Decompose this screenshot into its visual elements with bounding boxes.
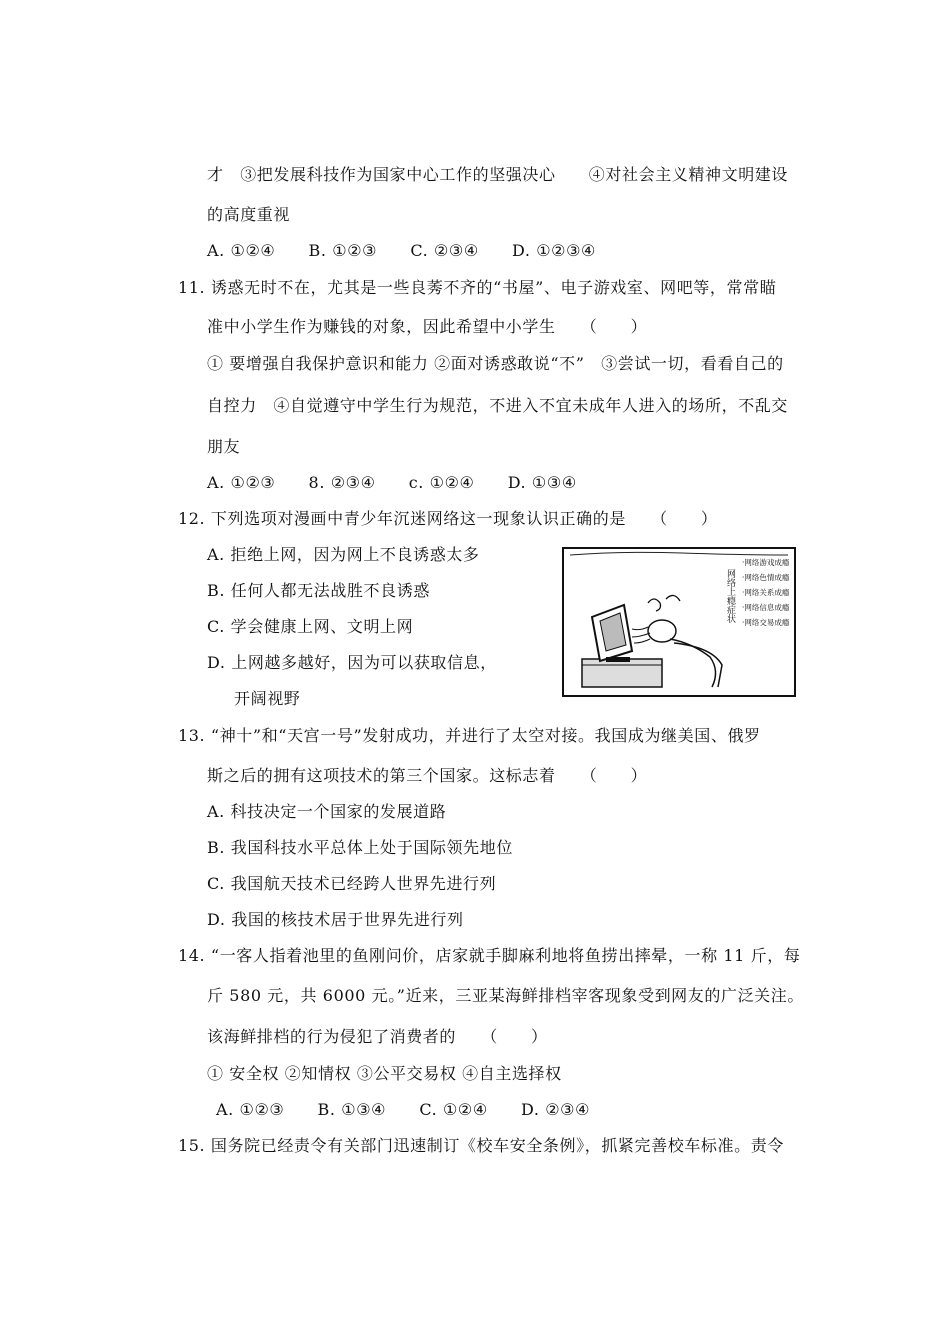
text-line: A. ①②③ 8. ②③④ c. ①②④ D. ①③④ bbox=[207, 473, 577, 492]
cartoon-item: ·网络交易成瘾 bbox=[742, 618, 790, 627]
option-b: B. 我国科技水平总体上处于国际领先地位 bbox=[207, 838, 513, 857]
cartoon-item: ·网络色情成瘾 bbox=[742, 573, 790, 582]
cartoon-item: ·网络信息成瘾 bbox=[742, 603, 790, 612]
text-line: 自控力 ④自觉遵守中学生行为规范，不进入不宜未成年人进入的场所，不乱交 bbox=[207, 396, 789, 415]
text-line: 才 ③把发展科技作为国家中心工作的坚强决心 ④对社会主义精神文明建设 bbox=[207, 165, 789, 184]
text-line: 朋友 bbox=[207, 437, 241, 456]
cartoon-image bbox=[562, 547, 796, 697]
text-line: 斤 580 元，共 6000 元。”近来，三亚某海鲜排档宰客现象受到网友的广泛关注。 bbox=[207, 986, 804, 1005]
question-12-stem: 12. 下列选项对漫画中青少年沉迷网络这一现象认识正确的是 （ ） bbox=[178, 509, 718, 528]
option-c: C. 学会健康上网、文明上网 bbox=[207, 617, 414, 636]
question-15-stem: 15. 国务院已经责令有关部门迅速制订《校车安全条例》，抓紧完善校车标准。责令 bbox=[178, 1136, 784, 1155]
text-line: 斯之后的拥有这项技术的第三个国家。这标志着 （ ） bbox=[207, 766, 648, 785]
text-line: ① 要增强自我保护意识和能力 ②面对诱惑敢说“不” ③尝试一切，看看自己的 bbox=[207, 354, 784, 373]
option-c: C. 我国航天技术已经跨人世界先进行列 bbox=[207, 874, 497, 893]
text-line: 该海鲜排档的行为侵犯了消费者的 （ ） bbox=[207, 1027, 548, 1046]
text-line: 准中小学生作为赚钱的对象，因此希望中小学生 （ ） bbox=[207, 317, 648, 336]
option-a: A. 拒绝上网，因为网上不良诱惑太多 bbox=[207, 545, 480, 564]
option-b: B. 任何人都无法战胜不良诱惑 bbox=[207, 581, 430, 600]
question-14-stem: 14. “一客人指着池里的鱼刚问价，店家就手脚麻利地将鱼捞出摔晕，一称 11 斤，每 bbox=[178, 946, 801, 965]
text-line: ① 安全权 ②知情权 ③公平交易权 ④自主选择权 bbox=[207, 1064, 562, 1083]
option-d: D. 上网越多越好，因为可以获取信息， bbox=[207, 653, 497, 672]
text-line: 的高度重视 bbox=[207, 205, 291, 224]
option-a: A. 科技决定一个国家的发展道路 bbox=[207, 802, 447, 821]
svg-text:网络上瘾症状: 网络上瘾症状 bbox=[725, 569, 735, 623]
cartoon-item: ·网络关系成瘾 bbox=[742, 588, 790, 597]
question-13-stem: 13. “神十”和“天宫一号”发射成功，并进行了太空对接。我国成为继美国、俄罗 bbox=[178, 726, 761, 745]
option-d: D. 我国的核技术居于世界先进行列 bbox=[207, 910, 464, 929]
cartoon-title bbox=[725, 569, 736, 624]
option-d-continued: 开阔视野 bbox=[234, 689, 301, 708]
text-line: A. ①②③ B. ①③④ C. ①②④ D. ②③④ bbox=[216, 1100, 591, 1119]
text-line: A. ①②④ B. ①②③ C. ②③④ D. ①②③④ bbox=[207, 241, 596, 260]
question-11-stem: 11. 诱惑无时不在，尤其是一些良莠不齐的“书屋”、电子游戏室、网吧等，常常瞄 bbox=[178, 278, 777, 297]
cartoon-item: ·网络游戏成瘾 bbox=[742, 558, 790, 567]
